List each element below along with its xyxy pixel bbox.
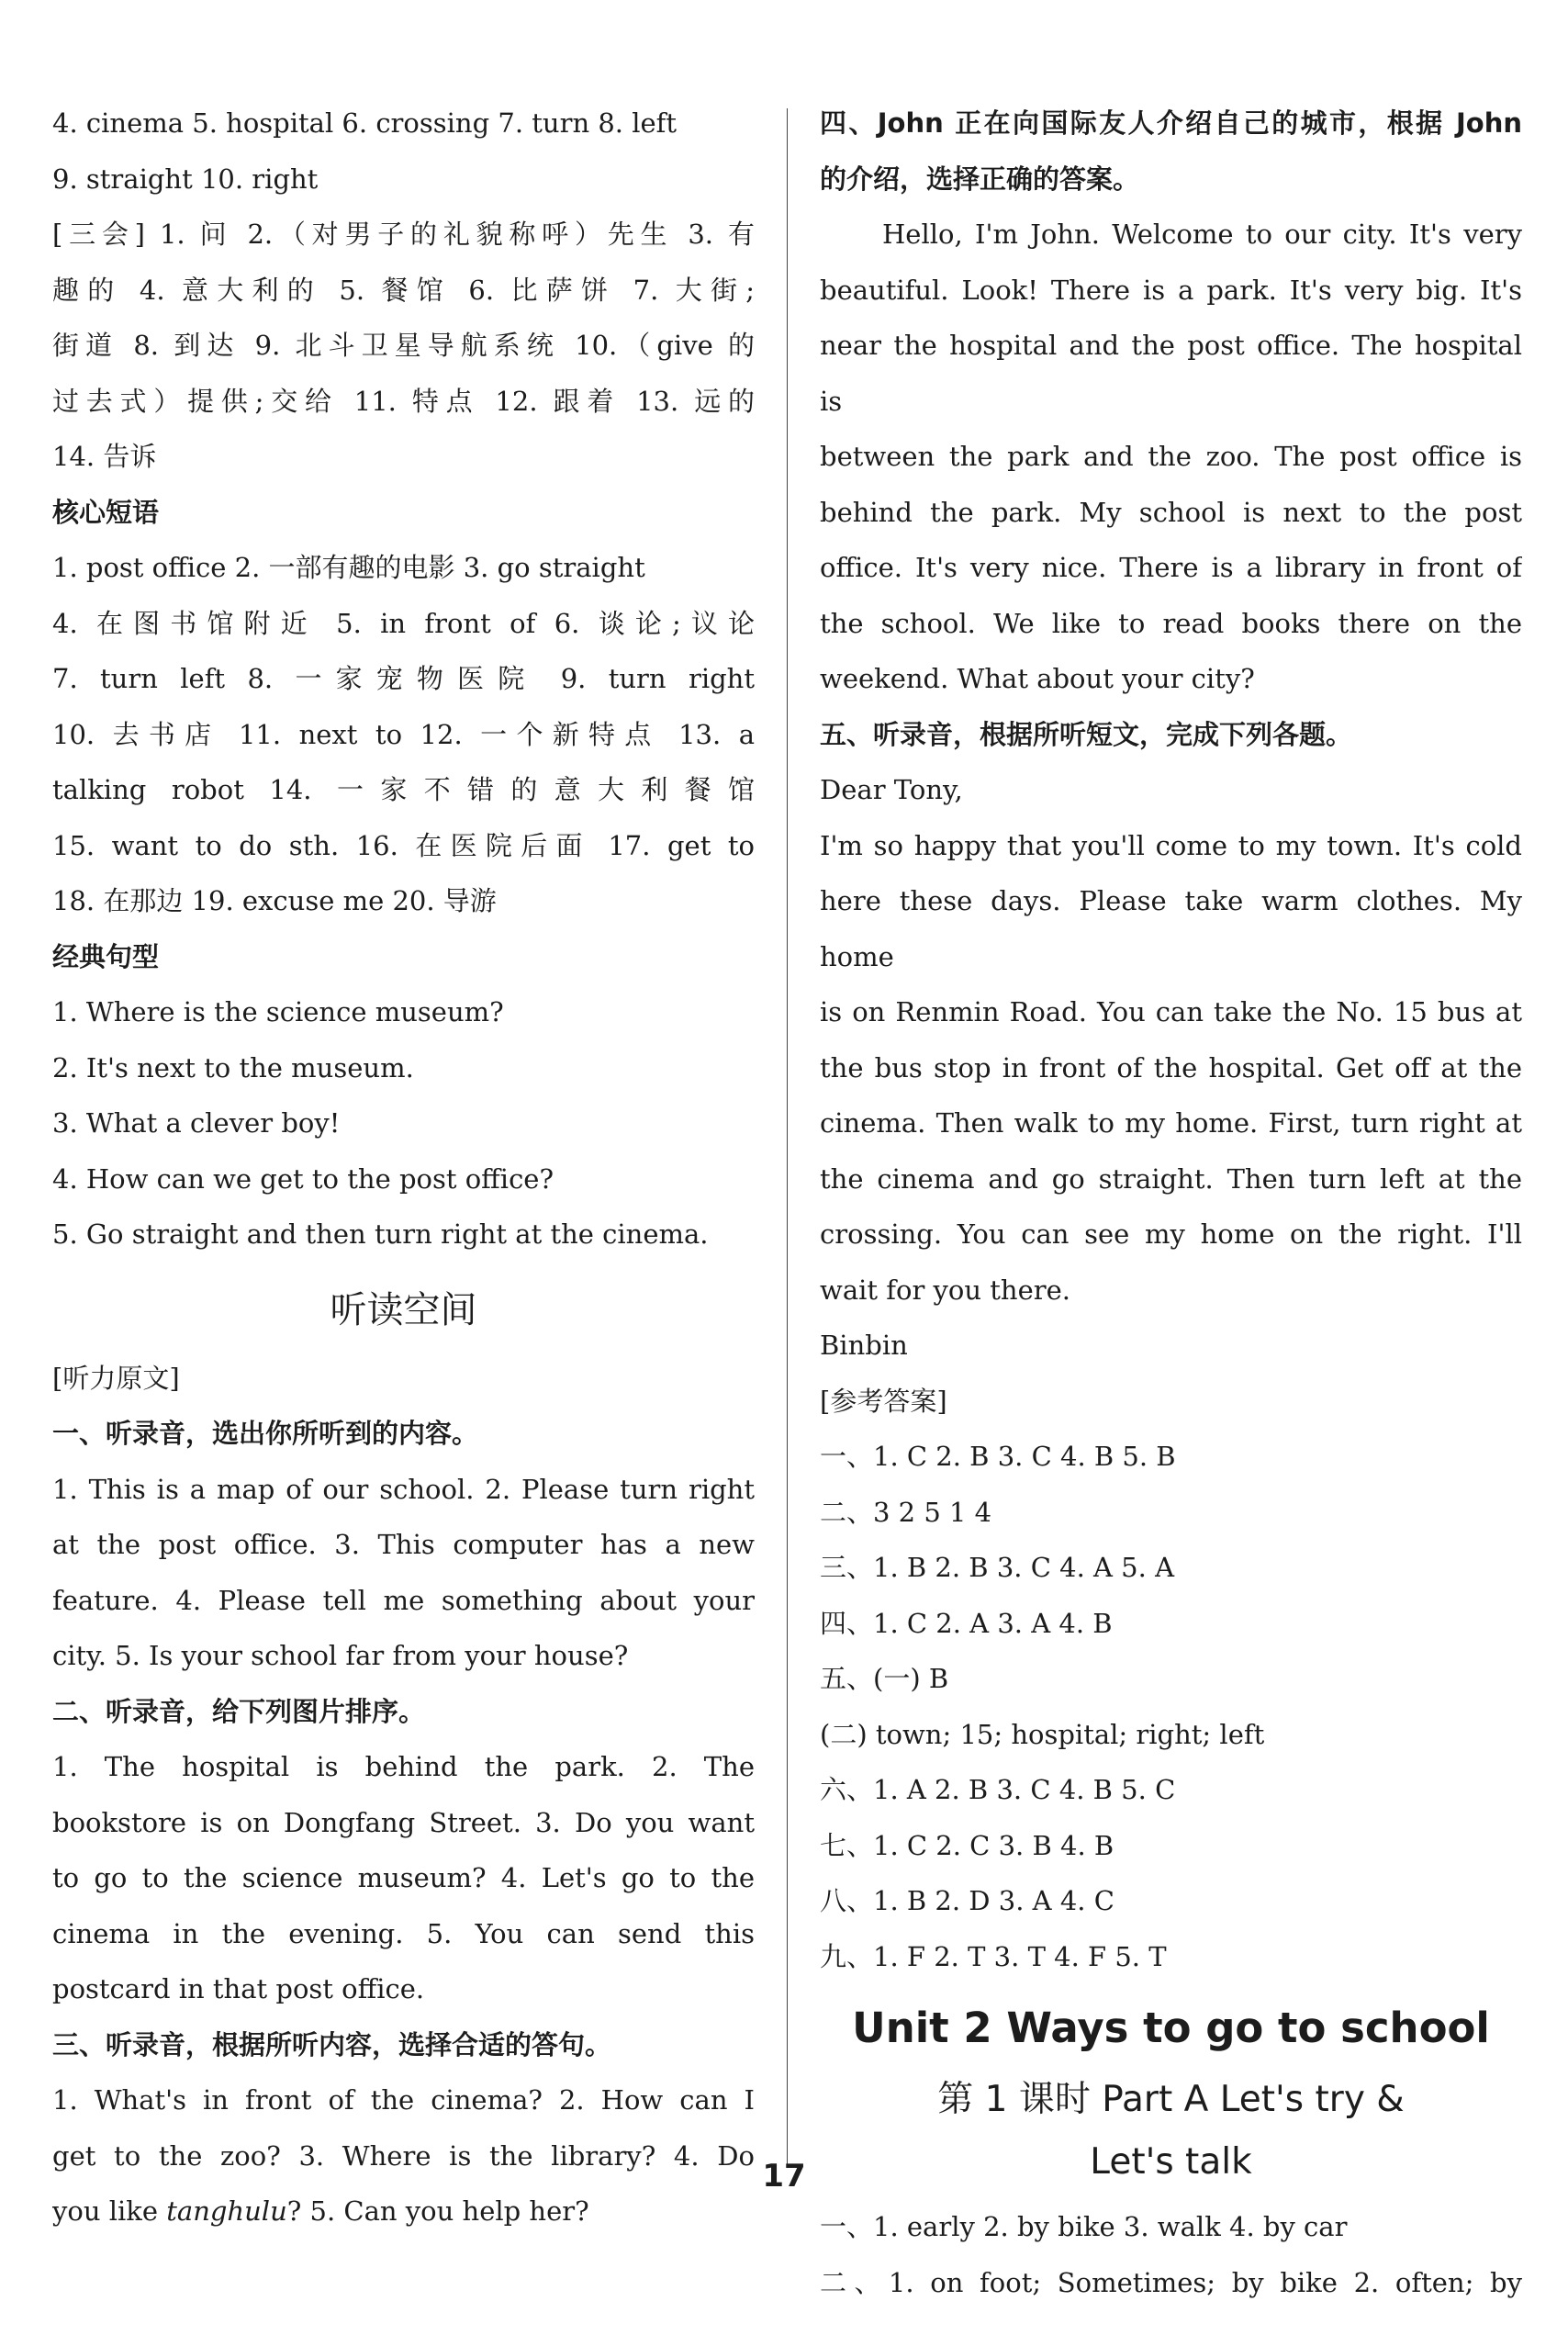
left-column — [52, 95, 755, 2240]
answer-row: 三、1. B 2. B 3. C 4. A 5. A — [820, 1552, 1175, 1583]
answer-line: 14. 告诉 — [52, 441, 157, 472]
answer-line: 9. straight 10. right — [52, 163, 319, 195]
sentence-line: 2. It's next to the museum. — [52, 1051, 414, 1083]
phrase-line: 4. 在图书馆附近 5. in front of 6. 谈论;议论 — [52, 607, 755, 639]
phrase-line: 7. turn left 8. 一家宠物医院 9. turn right — [52, 663, 755, 694]
script-line: at the post office. 3. This computer has a new — [52, 1529, 755, 1560]
script-line: bookstore is on Dongfang Street. 3. Do you want — [52, 1806, 755, 1838]
sentence-line: 4. How can we get to the post office? — [52, 1162, 554, 1195]
script-line: 1. This is a map of our school. 2. Please turn right — [52, 1473, 755, 1505]
script-line: 1. The hospital is behind the park. 2. The — [52, 1751, 755, 1782]
phrase-line: 10. 去书店 11. next to 12. 一个新特点 13. a — [52, 718, 755, 750]
section1-heading: 一、听录音，选出你所听到的内容。 — [52, 1418, 479, 1449]
sentence-patterns-heading: 经典句型 — [52, 940, 160, 972]
unit-title: Unit 2 Ways to go to school — [852, 2004, 1490, 2052]
phrase-line: 18. 在那边 19. excuse me 20. 导游 — [52, 885, 497, 916]
answer-row: 六、1. A 2. B 3. C 4. B 5. C — [820, 1774, 1176, 1805]
answer-row: 四、1. C 2. A 3. A 4. B — [820, 1607, 1113, 1639]
section4-heading: 的介绍，选择正确的答案。 — [820, 163, 1140, 195]
listening-section-title: 听读空间 — [330, 1288, 477, 1331]
letter-line: cinema. Then walk to my home. First, turn right at — [820, 1107, 1522, 1139]
script-line: postcard in that post office. — [52, 1973, 425, 2004]
passage-line: weekend. What about your city? — [820, 663, 1255, 694]
script-line: city. 5. Is your school far from your house? — [52, 1640, 629, 1671]
answer-row: 七、1. C 2. C 3. B 4. B — [820, 1829, 1114, 1861]
phrase-line: 1. post office 2. 一部有趣的电影 3. go straight — [52, 552, 645, 583]
answer-line: 街道 8. 到达 9. 北斗卫星导航系统 10.（give 的 — [52, 330, 755, 361]
letter-signature: Binbin — [820, 1330, 908, 1361]
answer-row: 一、1. C 2. B 3. C 4. B 5. B — [820, 1441, 1176, 1472]
passage-line: office. It's very nice. There is a library in front of — [820, 552, 1522, 583]
section5-heading: 五、听录音，根据所听短文，完成下列各题。 — [820, 718, 1353, 750]
letter-greeting: Dear Tony, — [820, 774, 963, 805]
script-line: to go to the science museum? 4. Let's go to the — [52, 1862, 755, 1893]
script-text: ? 5. Can you help her? — [286, 2195, 589, 2227]
sentence-line: 5. Go straight and then turn right at the cinema. — [52, 1218, 709, 1250]
column-divider — [787, 108, 788, 2165]
passage-line: between the park and the zoo. The post office is — [820, 441, 1522, 472]
answer-row: 九、1. F 2. T 3. T 4. F 5. T — [820, 1940, 1167, 1972]
passage-line: Hello, I'm John. Welcome to our city. It's very — [882, 219, 1522, 250]
section4-heading: 四、John 正在向国际友人介绍自己的城市，根据 John — [820, 107, 1522, 139]
phrase-line: 15. want to do sth. 16. 在医院后面 17. get to — [52, 829, 755, 861]
answer-row: 五、(一) B — [820, 1663, 949, 1694]
section2-heading: 二、听录音，给下列图片排序。 — [52, 1695, 426, 1727]
sentence-line: 1. Where is the science museum? — [52, 996, 504, 1027]
script-line: get to the zoo? 3. Where is the library? 4. Do — [52, 2139, 755, 2172]
passage-line: behind the park. My school is next to the post — [820, 496, 1522, 528]
core-phrases-heading: 核心短语 — [52, 496, 160, 528]
phrase-line: talking robot 14. 一家不错的意大利餐馆 — [52, 774, 755, 805]
passage-line: the school. We like to read books there on the — [820, 607, 1522, 639]
letter-line: I'm so happy that you'll come to my town. It's cold — [820, 829, 1522, 861]
letter-line: here these days. Please take warm clothes. My home — [820, 885, 1522, 972]
lesson-title-line: 第 1 课时 Part A Let's try & — [937, 2079, 1405, 2120]
lesson-title-line: Let's talk — [1090, 2141, 1252, 2183]
answers-label: [参考答案] — [820, 1385, 947, 1417]
answer-row: 二、1. on foot; Sometimes; by bike 2. often; by — [820, 2266, 1522, 2298]
script-line: 1. What's in front of the cinema? 2. How can I — [52, 2084, 755, 2116]
answer-row: 二、3 2 5 1 4 — [820, 1496, 992, 1528]
script-text: you like — [52, 2195, 167, 2227]
letter-line: wait for you there. — [820, 1274, 1071, 1306]
section3-heading: 三、听录音，根据所听内容，选择合适的答句。 — [52, 2028, 612, 2060]
tanghulu-word: tanghulu — [166, 2195, 287, 2227]
script-line: cinema in the evening. 5. You can send this — [52, 1917, 755, 1949]
right-column — [820, 95, 1522, 2310]
passage-line: beautiful. Look! There is a park. It's very big. It's — [820, 274, 1522, 306]
script-label: [听力原文] — [52, 1362, 180, 1394]
letter-line: crossing. You can see my home on the right. I'll — [820, 1218, 1522, 1250]
answer-row: 八、1. B 2. D 3. A 4. C — [820, 1885, 1114, 1916]
sentence-line: 3. What a clever boy! — [52, 1107, 341, 1139]
script-line: feature. 4. Please tell me something about your — [52, 1584, 755, 1616]
letter-line: is on Renmin Road. You can take the No. 15 bus at — [820, 996, 1522, 1027]
answer-row: 一、1. early 2. by bike 3. walk 4. by car — [820, 2211, 1348, 2242]
answer-line: 趣的 4. 意大利的 5. 餐馆 6. 比萨饼 7. 大街; — [52, 274, 755, 306]
passage-line: near the hospital and the post office. The hospital is — [820, 330, 1522, 417]
answer-line: 4. cinema 5. hospital 6. crossing 7. turn 8. left — [52, 107, 678, 139]
page-number: 17 — [762, 2158, 806, 2195]
answer-line: 过去式）提供;交给 11. 特点 12. 跟着 13. 远的 — [52, 385, 755, 417]
letter-line: the cinema and go straight. Then turn left at the — [820, 1162, 1522, 1195]
answer-line: [三会] 1. 问 2.（对男子的礼貌称呼）先生 3. 有 — [52, 219, 755, 250]
answer-row: (二) town; 15; hospital; right; left — [820, 1718, 1265, 1750]
letter-line: the bus stop in front of the hospital. Get off at the — [820, 1051, 1522, 1083]
